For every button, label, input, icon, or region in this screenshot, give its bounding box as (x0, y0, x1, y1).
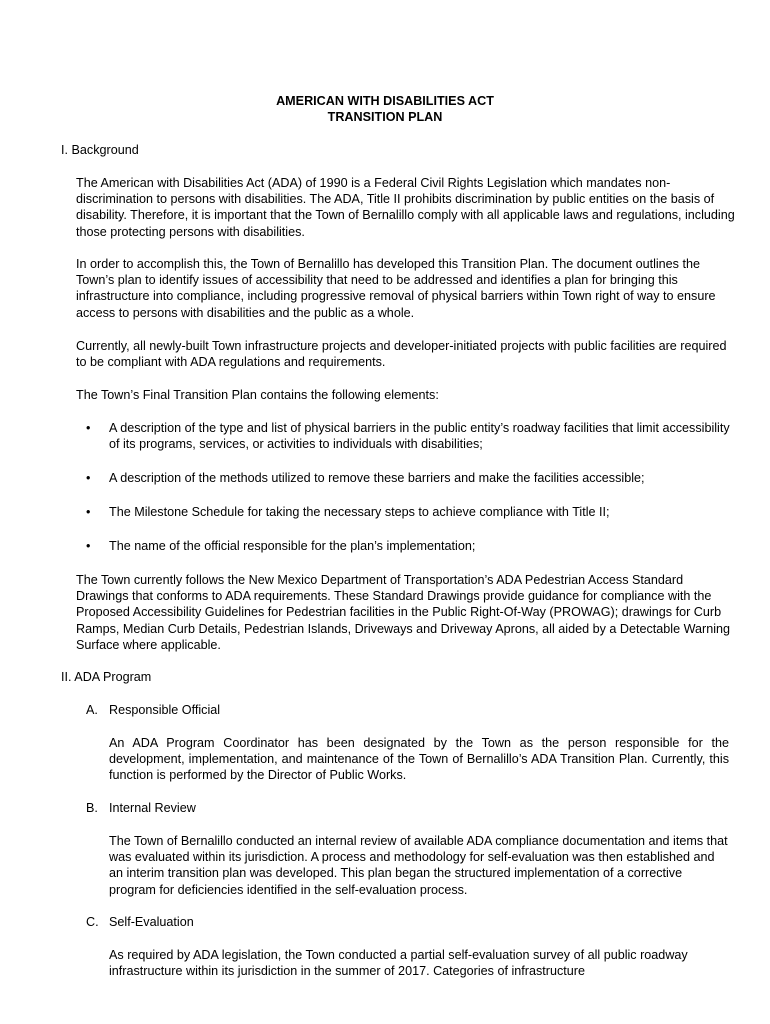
subsection-c-text: As required by ADA legislation, the Town conducted a partial self-evaluation survey of all public roadway infrastructure within its jurisdiction in the summer of 2017. Categories of infrastructure (109, 948, 688, 979)
subsection-letter: B. (86, 801, 98, 815)
bullet-text: The name of the official responsible for the plan’s implementation; (109, 539, 476, 553)
bullet-dot-icon: • (86, 471, 91, 485)
subsection-b-text: The Town of Bernalillo conducted an internal review of available ADA compliance documentation and items that was evaluated within its jurisdiction. A process and methodology for self-evaluation was then established and an interim transition plan was developed. This plan began the structured implementation of a corrective program for deficiencies identified in the self-evaluation process. (109, 834, 728, 897)
paragraph-text: Currently, all newly-built Town infrastructure projects and developer-initiated projects with public facilities are required to be compliant with ADA regulations and requirements. (76, 339, 727, 370)
bullet-dot-icon: • (86, 505, 91, 519)
subsection-a-text: An ADA Program Coordinator has been designated by the Town as the person responsible for the development, implementation, and maintenance of the Town of Bernalillo’s ADA Transition Plan. Currently, this function is performed by the Director of Public Works. (109, 736, 729, 783)
document-title-line-1: AMERICAN WITH DISABILITIES ACT (276, 94, 494, 108)
paragraph-text: The Town’s Final Transition Plan contains the following elements: (76, 388, 439, 402)
subsection-letter: C. (86, 915, 99, 929)
subsection-title: Internal Review (109, 801, 196, 815)
paragraph-text: The Town currently follows the New Mexico Department of Transportation’s ADA Pedestrian Access Standard Drawings that conforms to ADA requirements. These Standard Drawings provide guidance for compliance with the Proposed Accessibility Guidelines for Pedestrian facilities in the Public Right-Of-Way (PROWAG); drawings for Curb Ramps, Median Curb Details, Pedestrian Islands, Driveways and Driveway Aprons, all aided by a Detectable Warning Surface where applicable. (76, 573, 731, 652)
background-paragraph-1 (76, 175, 736, 240)
background-paragraph-4 (76, 387, 736, 403)
bullet-text: The Milestone Schedule for taking the necessary steps to achieve compliance with Title II; (109, 505, 610, 519)
subsection-title: Responsible Official (109, 703, 221, 717)
bullet-text: A description of the methods utilized to remove these barriers and make the facilities accessible; (109, 471, 645, 485)
section-2-heading: II. ADA Program (61, 670, 152, 684)
document-title-line-2: TRANSITION PLAN (327, 110, 443, 124)
paragraph-text: The American with Disabilities Act (ADA) of 1990 is a Federal Civil Rights Legislation which mandates non-discrimination to persons with disabilities. The ADA, Title II prohibits discrimination by public entities on the basis of disability. Therefore, it is important that the Town of Bernalillo comply with all applicable laws and regulations, including those protecting persons with disabilities. (76, 176, 735, 239)
background-closing-paragraph (76, 572, 736, 653)
subsection-letter: A. (86, 703, 98, 717)
background-paragraph-2 (76, 256, 736, 321)
paragraph-text: In order to accomplish this, the Town of Bernalillo has developed this Transition Plan. The document outlines the Town’s plan to identify issues of accessibility that need to be addressed and identifies a plan for bringing this infrastructure into compliance, including progressive removal of physical barriers within Town right of way to ensure access to persons with disabilities and the public as a whole. (76, 257, 716, 320)
background-paragraph-3 (76, 338, 736, 370)
section-1-heading: I. Background (61, 143, 139, 157)
subsection-title: Self-Evaluation (109, 915, 194, 929)
bullet-dot-icon: • (86, 539, 91, 553)
bullet-text: A description of the type and list of physical barriers in the public entity’s roadway facilities that limit accessibility of its programs, services, or activities to individuals with disabilities; (109, 421, 730, 452)
bullet-dot-icon: • (86, 421, 91, 435)
